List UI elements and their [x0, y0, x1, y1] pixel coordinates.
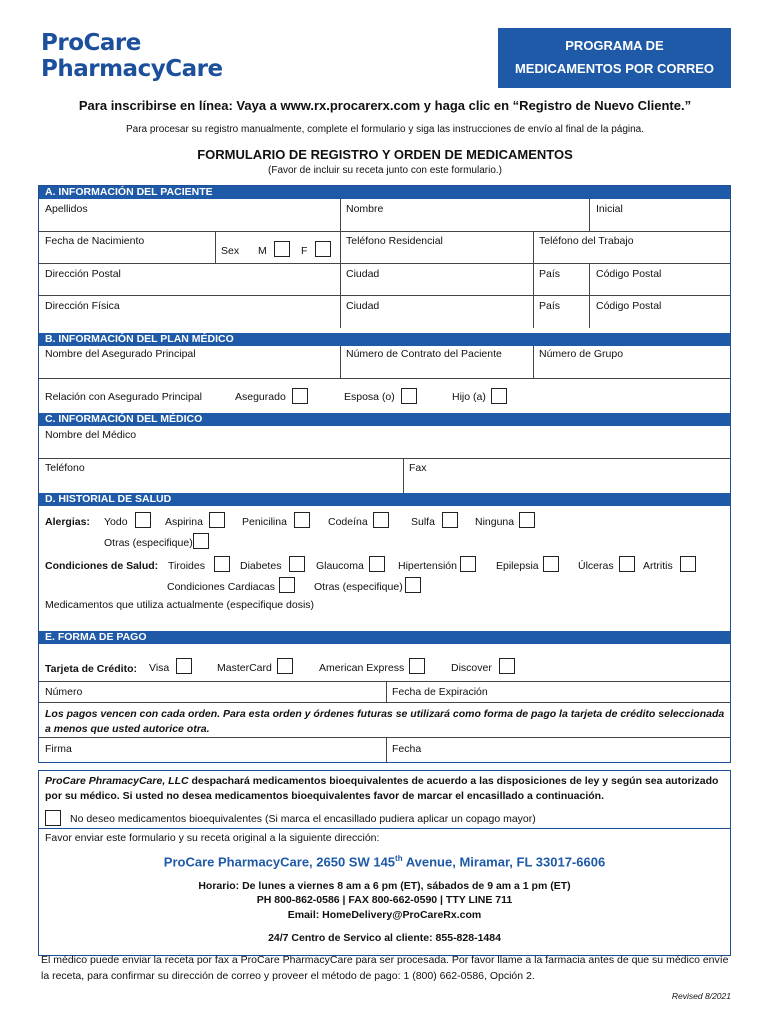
registration-form — [38, 185, 731, 763]
program-line-2: MEDICAMENTOS POR CORREO — [514, 61, 715, 76]
label-fecha-nacimiento: Fecha de Nacimiento — [45, 235, 145, 247]
address-part-2: Avenue, Miramar, FL 33017-6606 — [402, 854, 606, 870]
label-expiracion: Fecha de Expiración — [392, 686, 488, 698]
label-tarjeta: Tarjeta de Crédito: — [45, 663, 137, 675]
label-glaucoma: Glaucoma — [316, 560, 364, 572]
hours: Horario: De lunes a viernes 8 am a 6 pm (ET), sábados de 9 am a 1 pm (ET) — [198, 880, 571, 892]
label-direccion-fisica: Dirección Física — [45, 300, 120, 312]
checkbox-visa[interactable] — [176, 658, 192, 674]
label-alergias: Alergias: — [45, 516, 90, 528]
checkbox-asegurado[interactable] — [292, 388, 308, 404]
section-doctor: C. INFORMACIÓN DEL MÉDICO — [39, 413, 730, 426]
online-enroll-line: Para inscribirse en línea: Vaya a www.rx.procarerx.com y haga clic en “Registro de Nuevo Cliente.” — [78, 98, 692, 113]
generic-notice-text: despachará medicamentos bioequivalentes de acuerdo a las disposiciones de ley y según sea autorizado por su médico. Si usted no desea medicamentos bioequivalentes favor de marcar el encasillado a continuación. — [45, 775, 719, 802]
label-firma: Firma — [45, 743, 72, 755]
label-esposa: Esposa (o) — [344, 391, 395, 403]
label-tel-residencial: Teléfono Residencial — [346, 235, 443, 247]
phone-numbers: PH 800-862-0586 | FAX 800-662-0590 | TTY LINE 711 — [256, 894, 513, 906]
label-direccion-postal: Dirección Postal — [45, 268, 121, 280]
label-penicilina: Penicilina — [242, 516, 287, 528]
label-codeina: Codeína — [328, 516, 368, 528]
program-line-1: PROGRAMA DE — [565, 38, 664, 53]
label-apellidos: Apellidos — [45, 203, 88, 215]
logo-procare: ProCare — [41, 30, 141, 56]
revised-date: Revised 8/2021 — [671, 991, 731, 1001]
checkbox-yodo[interactable] — [135, 512, 151, 528]
label-ninguna: Ninguna — [475, 516, 515, 528]
checkbox-sex-f[interactable] — [315, 241, 331, 257]
label-cardiacas: Condiciones Cardiacas — [167, 581, 275, 593]
label-ciudad-2: Ciudad — [346, 300, 380, 312]
section-patient: A. INFORMACIÓN DEL PACIENTE — [39, 186, 730, 199]
label-ciudad-1: Ciudad — [346, 268, 380, 280]
label-hipertension: Hipertensión — [398, 560, 457, 572]
label-otras-alergias: Otras (especifique) — [104, 537, 193, 549]
program-banner — [498, 28, 731, 88]
label-condiciones: Condiciones de Salud: — [45, 560, 159, 572]
label-no-generic: No deseo medicamentos bioequivalentes (Si marca el encasillado pudiera aplicar un copago mayor) — [70, 813, 536, 825]
label-mastercard: MasterCard — [217, 662, 272, 674]
label-fecha: Fecha — [392, 743, 422, 755]
label-codigo-postal-1: Código Postal — [596, 268, 662, 280]
payment-notice: Los pagos vencen con cada orden. Para esta orden y órdenes futuras se utilizará como forma de pago la tarjeta de crédito seleccionada a menos que usted autorice otra. — [45, 708, 725, 735]
label-nombre-medico: Nombre del Médico — [45, 429, 137, 441]
label-yodo: Yodo — [104, 516, 128, 528]
label-telefono-medico: Teléfono — [45, 462, 85, 474]
label-epilepsia: Epilepsia — [496, 560, 539, 572]
instructions-box — [38, 770, 731, 956]
label-fax-medico: Fax — [409, 462, 427, 474]
form-subtitle: (Favor de incluir su receta junto con este formulario.) — [268, 165, 502, 176]
label-discover: Discover — [451, 662, 492, 674]
label-otras-condiciones: Otras (especifique) — [314, 581, 403, 593]
generic-notice-company: ProCare PhramacyCare, LLC — [45, 775, 189, 787]
checkbox-diabetes[interactable] — [289, 556, 305, 572]
label-aspirina: Aspirina — [165, 516, 203, 528]
label-sex: Sex — [221, 245, 240, 257]
address-part-1: ProCare PharmacyCare, 2650 SW 145 — [163, 854, 396, 870]
label-codigo-postal-2: Código Postal — [596, 300, 662, 312]
checkbox-ulceras[interactable] — [619, 556, 635, 572]
checkbox-hipertension[interactable] — [460, 556, 476, 572]
label-contrato: Número de Contrato del Paciente — [346, 348, 502, 360]
form-title: FORMULARIO DE REGISTRO Y ORDEN DE MEDICAMENTOS — [197, 147, 573, 162]
section-health: D. HISTORIAL DE SALUD — [39, 493, 730, 506]
checkbox-epilepsia[interactable] — [543, 556, 559, 572]
generic-notice — [45, 774, 723, 804]
send-instructions: Favor enviar este formulario y su receta original a la siguiente dirección: — [45, 832, 380, 844]
label-pais-2: País — [539, 300, 561, 312]
checkbox-otras-alergias[interactable] — [193, 533, 209, 549]
checkbox-esposa[interactable] — [401, 388, 417, 404]
manual-instructions: Para procesar su registro manualmente, complete el formulario y siga las instrucciones de envío al final de la página. — [125, 124, 645, 135]
checkbox-ninguna[interactable] — [519, 512, 535, 528]
label-pais-1: País — [539, 268, 561, 280]
checkbox-otras-condiciones[interactable] — [405, 577, 421, 593]
label-sulfa: Sulfa — [411, 516, 435, 528]
checkbox-cardiacas[interactable] — [279, 577, 295, 593]
checkbox-no-generic[interactable] — [45, 810, 61, 826]
checkbox-sex-m[interactable] — [274, 241, 290, 257]
label-hijo: Hijo (a) — [452, 391, 486, 403]
label-diabetes: Diabetes — [240, 560, 282, 572]
checkbox-codeina[interactable] — [373, 512, 389, 528]
label-tel-trabajo: Teléfono del Trabajo — [539, 235, 634, 247]
customer-service: 24/7 Centro de Servico al cliente: 855-828-1484 — [268, 932, 501, 944]
checkbox-mastercard[interactable] — [277, 658, 293, 674]
address-ordinal: th — [395, 854, 403, 863]
checkbox-discover[interactable] — [499, 658, 515, 674]
checkbox-artritis[interactable] — [680, 556, 696, 572]
checkbox-hijo[interactable] — [491, 388, 507, 404]
checkbox-aspirina[interactable] — [209, 512, 225, 528]
label-ulceras: Úlceras — [578, 560, 614, 572]
label-relacion: Relación con Asegurado Principal — [45, 391, 203, 403]
checkbox-sulfa[interactable] — [442, 512, 458, 528]
checkbox-amex[interactable] — [409, 658, 425, 674]
label-sex-m: M — [258, 245, 267, 257]
logo-pharmacycare: PharmacyCare — [41, 56, 223, 82]
email: Email: HomeDelivery@ProCareRx.com — [287, 909, 482, 921]
label-tiroides: Tiroides — [168, 560, 205, 572]
label-visa: Visa — [149, 662, 170, 674]
label-artritis: Artritis — [643, 560, 673, 572]
label-inicial: Inicial — [596, 203, 623, 215]
section-plan: B. INFORMACIÓN DEL PLAN MÉDICO — [39, 333, 730, 346]
label-grupo: Número de Grupo — [539, 348, 624, 360]
checkbox-penicilina[interactable] — [294, 512, 310, 528]
mailing-address — [39, 854, 730, 869]
label-amex: American Express — [319, 662, 405, 674]
checkbox-glaucoma[interactable] — [369, 556, 385, 572]
label-asegurado: Asegurado — [235, 391, 286, 403]
label-numero-tarjeta: Número — [45, 686, 83, 698]
fax-note: El médico puede enviar la receta por fax a ProCare PharmacyCare para ser procesada. Por favor llame a la farmacia antes de que su médico envíe la receta, para confirmar su dirección de correo y proveer el método de pago: 1 (800) 662-0586, Opción 2. — [41, 954, 729, 982]
checkbox-tiroides[interactable] — [214, 556, 230, 572]
label-nombre: Nombre — [346, 203, 384, 215]
label-sex-f: F — [301, 245, 308, 257]
section-payment: E. FORMA DE PAGO — [39, 631, 730, 644]
label-asegurado-principal: Nombre del Asegurado Principal — [45, 348, 196, 360]
label-medicamentos: Medicamentos que utiliza actualmente (especifique dosis) — [45, 599, 315, 611]
